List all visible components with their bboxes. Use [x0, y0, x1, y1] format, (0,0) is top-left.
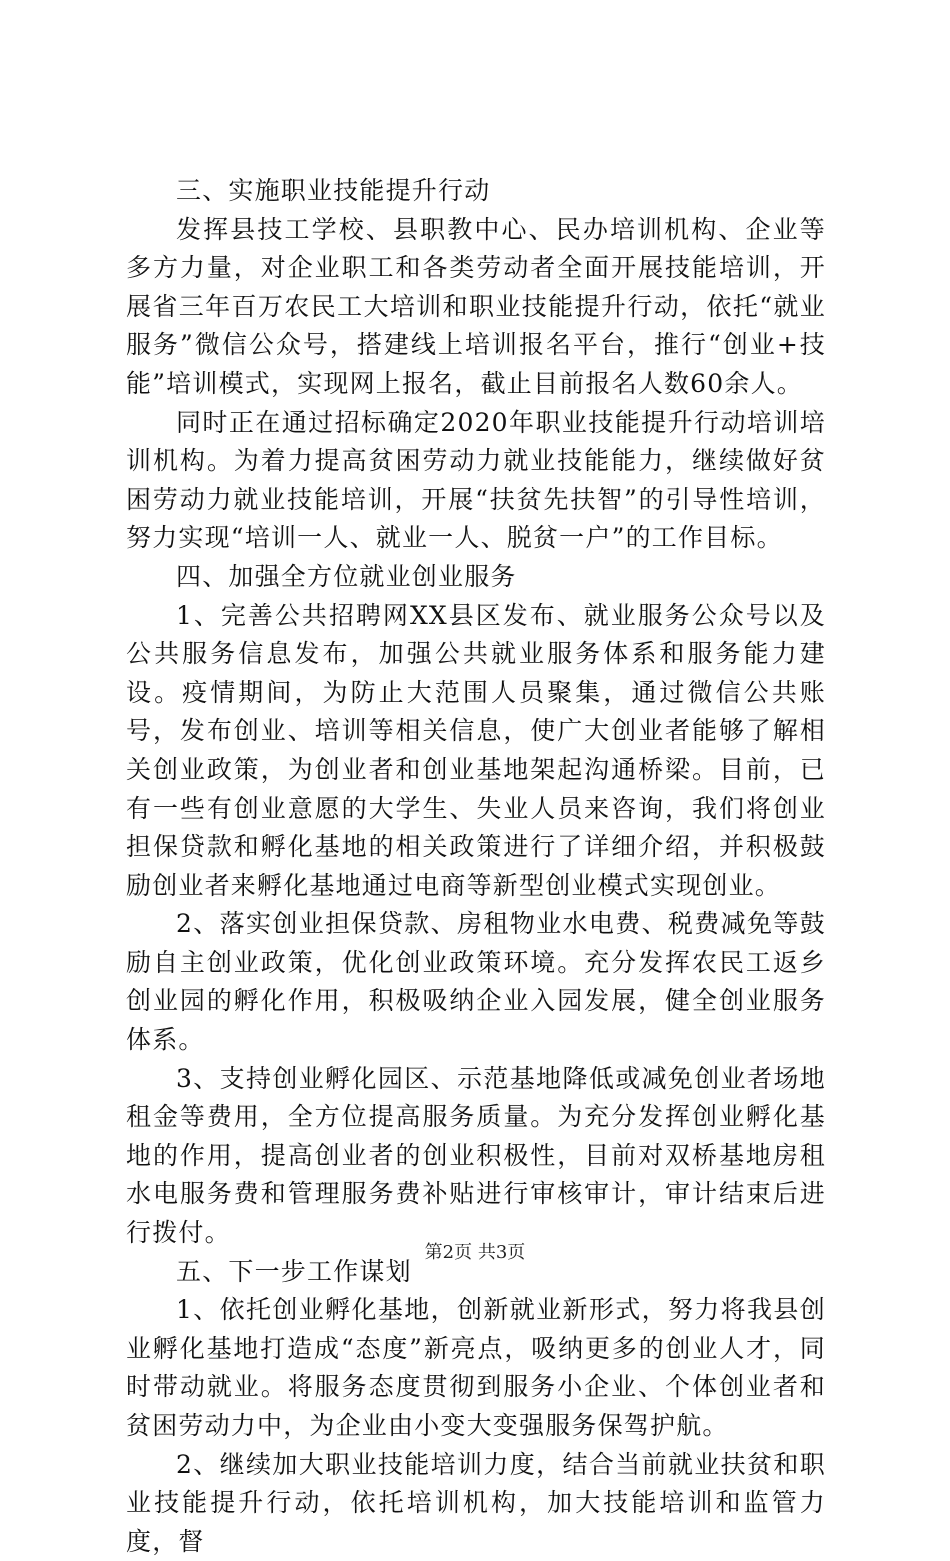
section-heading-5: 五、下一步工作谋划 [176, 1256, 412, 1286]
paragraph: 1、依托创业孵化基地，创新就业新形式，努力将我县创业孵化基地打造成“态度”新亮点，吸纳更多的创业人才，同时带动就业。将服务态度贯彻到服务小企业、个体创业者和贫困劳动力中，为企业由小变大变强服务保驾护航。 [126, 1295, 826, 1440]
paragraph: 2、落实创业担保贷款、房租物业水电费、税费减免等鼓励自主创业政策，优化创业政策环境。充分发挥农民工返乡创业园的孵化作用，积极吸纳企业入园发展，健全创业服务体系。 [126, 909, 826, 1055]
paragraph: 1、完善公共招聘网XX县区发布、就业服务公众号以及公共服务信息发布，加强公共就业服务体系和服务能力建设。疫情期间，为防止大范围人员聚集，通过微信公共账号，发布创业、培训等相关信息，使广大创业者能够了解相关创业政策，为创业者和创业基地架起沟通桥梁。目前，已有一些有创业意愿的大学生、失业人员来咨询，我们将创业担保贷款和孵化基地的相关政策进行了详细介绍，并积极鼓励创业者来孵化基地通过电商等新型创业模式实现创业。 [126, 600, 826, 900]
section-heading-4: 四、加强全方位就业创业服务 [176, 561, 517, 591]
paragraph: 同时正在通过招标确定2020年职业技能提升行动培训培训机构。为着力提高贫困劳动力就业技能能力，继续做好贫困劳动力就业技能培训，开展“扶贫先扶智”的引导性培训，努力实现“培训一人、就业一人、脱贫一户”的工作目标。 [126, 407, 826, 553]
paragraph: 3、支持创业孵化园区、示范基地降低或减免创业者场地租金等费用，全方位提高服务质量。为充分发挥创业孵化基地的作用，提高创业者的创业积极性，目前对双桥基地房租水电服务费和管理服务费补贴进行审核审计，审计结束后进行拨付。 [126, 1063, 826, 1248]
paragraph: 发挥县技工学校、县职教中心、民办培训机构、企业等多方力量，对企业职工和各类劳动者全面开展技能培训，开展省三年百万农民工大培训和职业技能提升行动，依托“就业服务”微信公众号，搭建线上培训报名平台，推行“创业+技能”培训模式，实现网上报名，截止目前报名人数60余人。 [126, 214, 826, 398]
paragraph: 2、继续加大职业技能培训力度，结合当前就业扶贫和职业技能提升行动，依托培训机构，加大技能培训和监管力度，督 [126, 1449, 826, 1556]
section-heading-3: 三、实施职业技能提升行动 [176, 176, 491, 205]
document-body [126, 172, 826, 1561]
page-number-footer: 第2页 共3页 [424, 1242, 526, 1263]
